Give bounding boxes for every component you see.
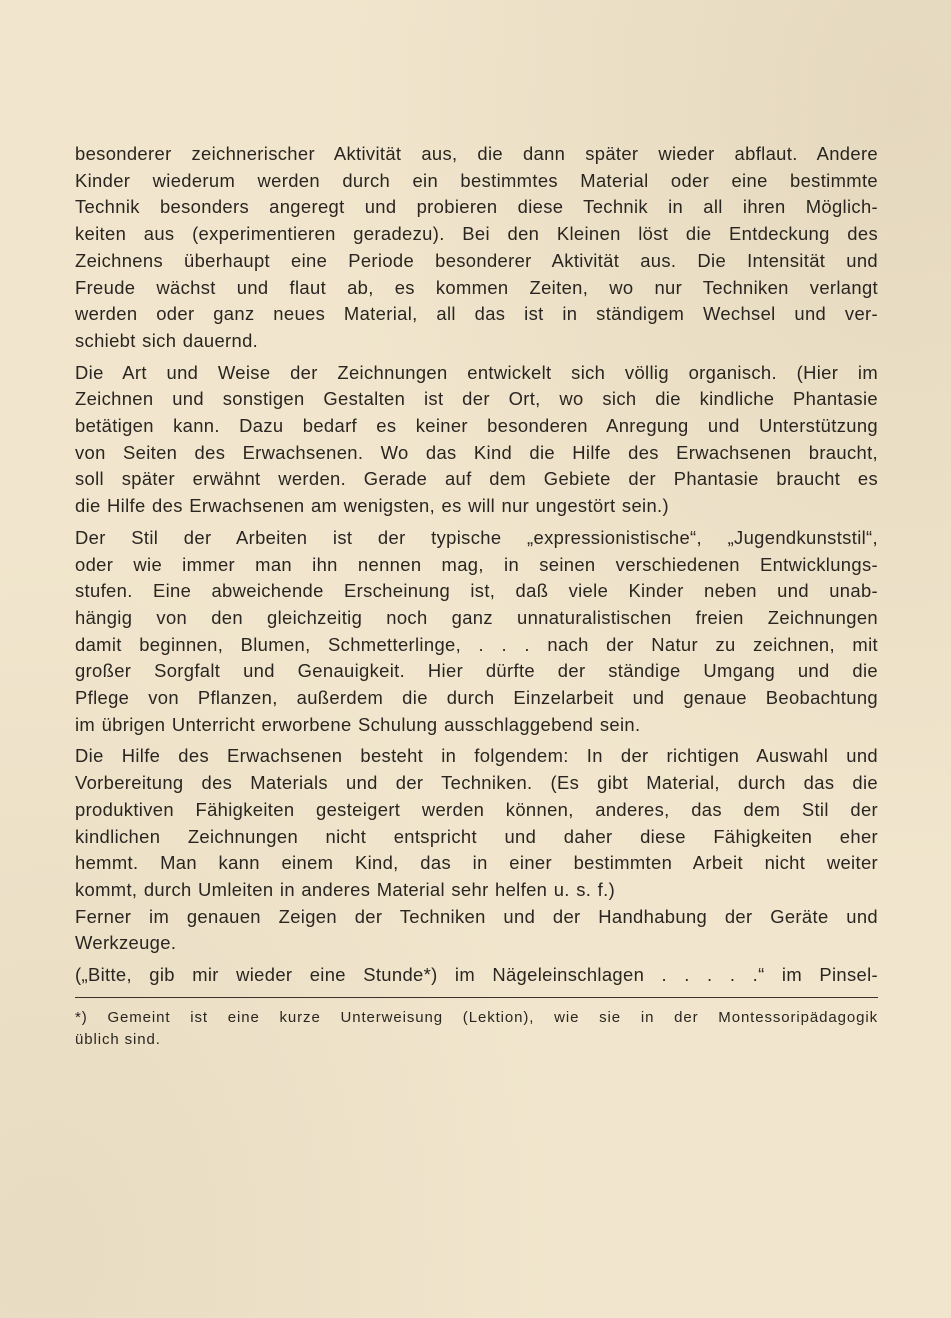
footnote-line: *) Gemeint ist eine kurze Unterweisung (Lektion), wie sie in der Montessoripädagogik bbox=[75, 1009, 878, 1026]
text-line: oder wie immer man ihn nennen mag, in seinen verschiedenen Entwicklungs- bbox=[75, 553, 878, 575]
text-line: Der Stil der Arbeiten ist der typische „expressionistische“, „Jugendkunststil“, bbox=[75, 526, 878, 548]
text-line: schiebt sich dauernd. bbox=[75, 329, 259, 351]
text-line: Pflege von Pflanzen, außerdem die durch Einzelarbeit und genaue Beobachtung bbox=[75, 687, 878, 709]
text-line: von Seiten des Erwachsenen. Wo das Kind die Hilfe des Erwachsenen braucht, bbox=[75, 441, 878, 463]
paragraph-3 bbox=[75, 525, 878, 739]
text-line: kindlichen Zeichnungen nicht entspricht und daher diese Fähigkeiten eher bbox=[75, 825, 878, 847]
text-line: produktiven Fähigkeiten gesteigert werden können, anderes, das dem Stil der bbox=[75, 798, 878, 820]
text-line: („Bitte, gib mir wieder eine Stunde*) im Nägeleinschlagen . . . . .“ im Pinsel- bbox=[75, 964, 878, 986]
text-line: stufen. Eine abweichende Erscheinung ist, daß viele Kinder neben und unab- bbox=[75, 580, 878, 602]
text-line: Ferner im genauen Zeigen der Techniken und der Handhabung der Geräte und bbox=[75, 905, 878, 927]
text-line: betätigen kann. Dazu bedarf es keiner besonderen Anregung und Unterstützung bbox=[75, 415, 878, 437]
footnote-line: üblich sind. bbox=[75, 1031, 161, 1048]
text-line: besonderer zeichnerischer Aktivität aus, die dann später wieder abflaut. Andere bbox=[75, 143, 878, 164]
text-line: Technik besonders angeregt und probieren diese Technik in all ihren Möglich- bbox=[75, 196, 878, 218]
paragraph-1 bbox=[75, 141, 878, 355]
text-line: Zeichnen und sonstigen Gestalten ist der Ort, wo sich die kindliche Phantasie bbox=[75, 388, 878, 410]
text-line: Werkzeuge. bbox=[75, 932, 177, 954]
text-line: Vorbereitung des Materials und der Techniken. (Es gibt Material, durch das die bbox=[75, 772, 878, 794]
text-line: hängig von den gleichzeitig noch ganz unnaturalistischen freien Zeichnungen bbox=[75, 606, 878, 628]
text-line: Zeichnens überhaupt eine Periode besonderer Aktivität aus. Die Intensität und bbox=[75, 249, 878, 271]
text-line: die Hilfe des Erwachsenen am wenigsten, es will nur ungestört sein.) bbox=[75, 495, 669, 517]
text-line: großer Sorgfalt und Genauigkeit. Hier dürfte der ständige Umgang und die bbox=[75, 660, 878, 682]
text-line: kommt, durch Umleiten in anderes Material sehr helfen u. s. f.) bbox=[75, 878, 616, 900]
footnote-divider bbox=[75, 997, 878, 998]
text-line: Kinder wiederum werden durch ein bestimmtes Material oder eine bestimmte bbox=[75, 169, 878, 191]
paragraph-4 bbox=[75, 743, 878, 903]
text-line: Freude wächst und flaut ab, es kommen Zeiten, wo nur Techniken verlangt bbox=[75, 276, 878, 298]
text-line: werden oder ganz neues Material, all das ist in ständigem Wechsel und ver- bbox=[75, 303, 878, 325]
text-line: keiten aus (experimentieren geradezu). Bei den Kleinen löst die Entdeckung des bbox=[75, 223, 878, 245]
text-line: hemmt. Man kann einem Kind, das in einer bestimmten Arbeit nicht weiter bbox=[75, 852, 878, 874]
text-line: im übrigen Unterricht erworbene Schulung ausschlaggebend sein. bbox=[75, 713, 641, 735]
text-line: damit beginnen, Blumen, Schmetterlinge, . . . nach der Natur zu zeichnen, mit bbox=[75, 633, 878, 655]
paragraph-5 bbox=[75, 904, 878, 957]
text-line: Die Hilfe des Erwachsenen besteht in folgendem: In der richtigen Auswahl und bbox=[75, 745, 878, 767]
footnote bbox=[75, 1007, 878, 1051]
text-line: soll später erwähnt werden. Gerade auf dem Gebiete der Phantasie braucht es bbox=[75, 468, 878, 490]
text-line: Die Art und Weise der Zeichnungen entwickelt sich völlig organisch. (Hier im bbox=[75, 361, 878, 383]
body-text bbox=[75, 141, 878, 989]
paragraph-6 bbox=[75, 962, 878, 989]
paragraph-2 bbox=[75, 360, 878, 520]
